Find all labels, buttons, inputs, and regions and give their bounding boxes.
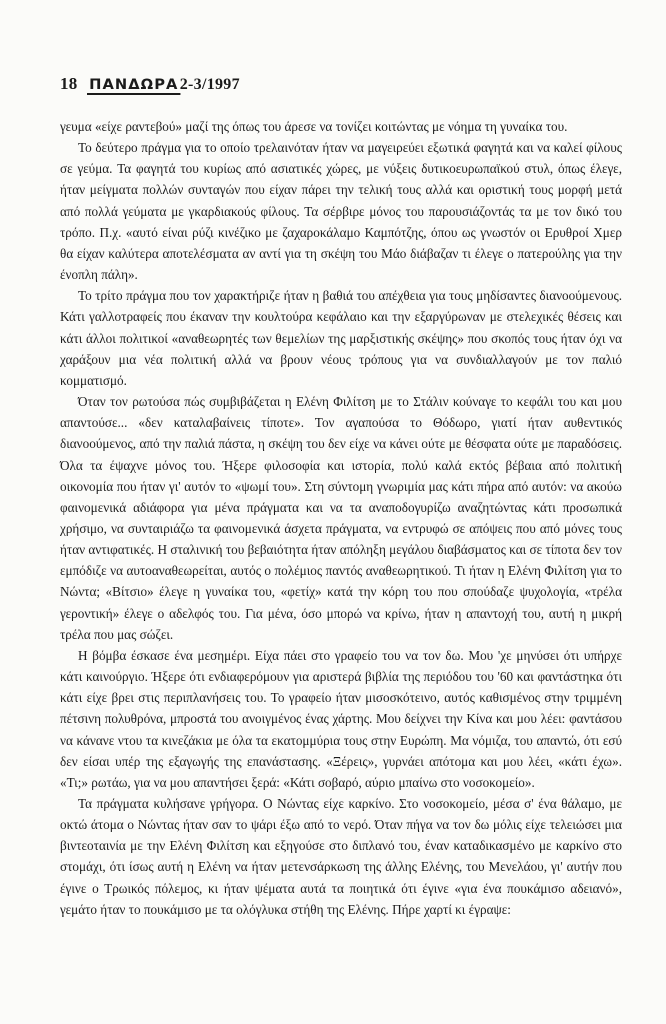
paragraph: Το δεύτερο πράγμα για το οποίο τρελαινόταν ήταν να μαγειρεύει εξωτικά φαγητά και να καλεί φίλους σε γεύμα. Τα φαγητά του κυρίως από ασιατικές χώρες, με νύξεις δυτικοευρωπαϊκού στυλ, όπως έλεγε, ήταν μείγματα πολλών συνταγών που είχαν πάρει την τελική τους αλλά και οριστική τους μορφή μετά από πολλά γεύματα με γκαρδιακούς φίλους. Τα σέρβιρε μόνος του παρουσιάζοντάς τα με τον δικό του τρόπο. Π.χ. «αυτό είναι ρύζι κινέζικο με ζαχαροκάλαμο Καμπότζης, όπου ως γνωστόν οι Ερυθροί Χμερ θα είχαν καλύτερα αποτελέσματα αν αντί για τη σκέψη του Μάο διάβαζαν τι έλεγε ο πατερούλης για την ένοπλη πάλη». (60, 140, 622, 283)
paragraph: Τα πράγματα κυλήσανε γρήγορα. Ο Νώντας είχε καρκίνο. Στο νοσοκομείο, μέσα σ' ένα θάλαμο, με οκτώ άτομα ο Νώντας ήταν σαν το ψάρι έξω από το νερό. Όταν πήγα να τον δω μόλις είχε τελειώσει μια βιντεοταινία με την Ελένη Φιλίτση και εξηγούσε στο διπλανό του, έναν καταδικασμένο με καρκίνο στο στομάχι, ότι ίσως αυτή η Ελένη να ήταν μετενσάρκωση της άλλης Ελένης, του Μενελάου, γι' αυτήν που έγινε ο Τρωικός πόλεμος, κι ήταν ψέματα αυτά τα ποιητικά ότι έγινε «για ένα πουκάμισο αδειανό», γεμάτο ήταν το πουκάμισο με τα ολόγλυκα στήθη της Ελένης. Πήρε χαρτί κι έγραψε: (60, 796, 622, 917)
page-number: 18 (60, 74, 78, 93)
paragraph: Όταν τον ρωτούσα πώς συμβιβάζεται η Ελένη Φιλίτση με το Στάλιν κούναγε το κεφάλι του και μου απαντούσε... «δεν καταλαβαίνεις τίποτε». Τον αγαπούσα το Θόδωρο, γιατί ήταν αυθεντικός διανοούμενος, από την παλιά πάστα, η σκέψη του δεν είχε να κάνει ούτε με θέσφατα ούτε με παραδόσεις. Όλα τα έψαχνε μόνος του. Ήξερε φιλοσοφία και ιστορία, πολύ καλά εκτός βέβαια από πολιτική οικονομία που ήταν γι' αυτόν το «ψωμί του». Στη σύντομη γνωριμία μας κάτι πήρα από αυτόν: να ακούω φαινομενικά αδιάφορα για μένα πράγματα και να τα αναποδογυρίζω αναζητώντας κάτι προσωπικά χρήσιμο, να συνταιριάζω τα φαινομενικά άσχετα πράγματα, να εντρυφώ σε απόψεις που από μόνες τους ήταν αντιφατικές. Η σταλινική του βεβαιότητα ήταν απόληξη μεγάλου διαβάσματος και σε τίποτα δεν τον εμπόδιζε να αυτοαναθεωρείται, αυτός ο πολέμιος παντός αναθεωρητικού. Τι ήταν η Ελένη Φιλίτση για το Νώντα; «Βίτσιο» έλεγε η γυναίκα του, «φετίχ» κατά την κόρη του που σπούδαζε ψυχολογία, «τρέλα γεροντική» έλεγε ο αδελφός του. Για μένα, όσο μπορώ να κρίνω, ήταν η απαντοχή του, αυτή η μικρή τρέλα που μας σώζει. (60, 394, 622, 642)
page (60, 74, 622, 920)
body-text (60, 116, 622, 920)
running-header (60, 74, 622, 98)
journal-logo: ΠΑΝΔΩΡΑ (87, 77, 181, 95)
issue-number: 2-3/1997 (179, 76, 240, 93)
paragraph: Το τρίτο πράγμα που τον χαρακτήριζε ήταν η βαθιά του απέχθεια για τους μηδίσαντες διανοούμενους. Κάτι γαλλοτραφείς που έκαναν την κουλτούρα κεφάλαιο και την εξαργύρωναν με στελεχικές θέσεις και κάτι άλλοι πολιτικοί «αναθεωρητές των θεμελίων της μαρξιστικής σκέψης» που σκοπός τους ήταν όχι να χαράξουν μια νέα πολιτική αλλά να βρουν νέους τρόπους για να συνδιαλλαγούν με τον παλιό κομματισμό. (60, 288, 622, 388)
paragraph: Η βόμβα έσκασε ένα μεσημέρι. Είχα πάει στο γραφείο του να τον δω. Μου 'χε μηνύσει ότι υπήρχε κάτι καινούργιο. Ήξερε ότι ενδιαφερόμουν για αριστερά βιβλία της περιόδου του '60 και φαντάστηκα ότι κάτι είχε βρει στις περιπλανήσεις του. Το γραφείο ήταν μισοσκότεινο, αυτός καθισμένος στην τριμμένη πέτσινη πολυθρόνα, μπροστά του ανοιγμένος ένας χάρτης. Μου δείχνει την Κίνα και μου λέει: φαντάσου να κάνανε ντου τα κινεζάκια με όλα τα εκατομμύρια τους στην Ευρώπη. Μα νόμιζα, του απαντώ, ότι εσύ δεν είσαι υπέρ της εξαγωγής της επανάστασης. «Ξέρεις», γυρνάει απότομα και μου λέει, «κάτι έχω». «Τι;» ρωτάω, για να μου απαντήσει ξερά: «Κάτι σοβαρό, αύριο μπαίνω στο νοσοκομείο». (60, 647, 622, 790)
paragraph: γευμα «είχε ραντεβού» μαζί της όπως του άρεσε να τονίζει κοιτώντας με νόημα τη γυναίκα του. (60, 119, 568, 134)
